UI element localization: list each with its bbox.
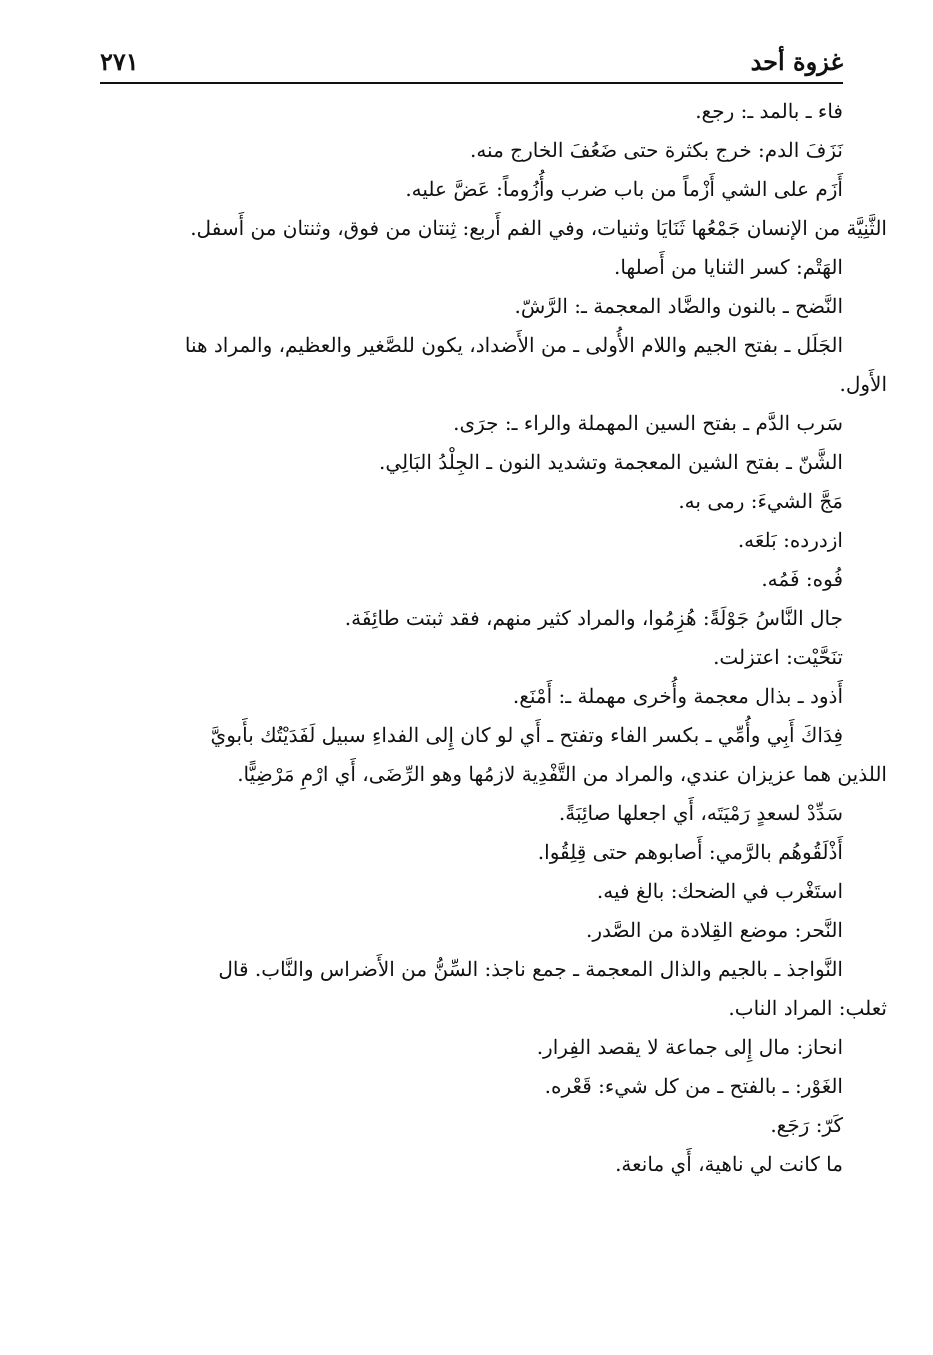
entry-fuh: فُوه: فَمُه. — [761, 567, 843, 591]
entry-nadh: النَّضح ـ بالنون والضَّاد المعجمة ـ: الرَّشّ. — [514, 294, 843, 318]
entry-jala: جال النَّاسُ جَوْلَةً: هُزِمُوا، والمراد كثير منهم، فقد ثبتت طائِفَة. — [344, 606, 843, 630]
entry-nazafa: نَزَفَ الدم: خرج بكثرة حتى ضَعُفَ الخارج منه. — [469, 138, 843, 162]
entry-adhud: أَذود ـ بذال معجمة وأُخرى مهملة ـ: أَمْنَع. — [512, 684, 843, 708]
entry-saddid: سَدِّدْ لسعدٍ رَمْيَتَه، أَي اجعلها صائِبَةً. — [558, 801, 843, 825]
glossary-body — [100, 92, 887, 1184]
entry-inhaz: انحاز: مال إِلى جماعة لا يقصد الفِرار. — [536, 1035, 843, 1059]
entry-shann: الشَّنّ ـ بفتح الشين المعجمة وتشديد النون ـ الجِلْدُ البَالِي. — [378, 450, 843, 474]
page-header — [100, 40, 843, 84]
page-number: ٢٧١ — [100, 47, 139, 76]
entry-thaniyya: الثَّنِيَّة من الإنسان جَمْعُها ثَنَايَا وثنيات، وفي الفم أَربع: ثِنتان من فوق، وثنتان من أَسفل. — [190, 216, 887, 240]
entry-nahiya: ما كانت لي ناهية، أَي مانعة. — [615, 1152, 843, 1176]
entry-nawajidh-cont: ثعلب: المراد الناب. — [728, 996, 887, 1020]
entry-jalal-cont: الأَول. — [839, 372, 887, 396]
running-title: غزوة أحد — [750, 47, 843, 76]
entry-fidak-cont: اللذين هما عزيزان عندي، والمراد من التَّفْدِية لازمُها وهو الرِّضَى، أَي ارْمِ مَرْضِيًّا. — [237, 762, 887, 786]
entry-tanahhaytu: تنَحَّيْت: اعتزلت. — [713, 645, 843, 669]
entry-nawajidh: النَّواجذ ـ بالجيم والذال المعجمة ـ جمع ناجذ: السِّنُّ من الأَضراس والنَّاب. قال — [218, 957, 843, 981]
entry-majja: مَجَّ الشيءَ: رمى به. — [678, 489, 843, 513]
entry-sarab: سَرب الدَّم ـ بفتح السين المهملة والراء ـ: جرَى. — [453, 411, 843, 435]
entry-karra: كَرّ: رَجَع. — [770, 1113, 843, 1137]
entry-jalal: الجَلَل ـ بفتح الجيم واللام الأُولى ـ من الأَضداد، يكون للصَّغير والعظيم، والمراد هنا — [184, 333, 843, 357]
entry-fa: فاء ـ بالمد ـ: رجع. — [695, 99, 843, 123]
entry-azam: أَزَم على الشي أَزْماً من باب ضرب وأُزُوماً: عَضَّ عليه. — [405, 177, 843, 201]
entry-izdarada: ازدرده: بَلعَه. — [737, 528, 843, 552]
entry-ghawr: الغَوْر: ـ بالفتح ـ من كل شيء: قَعْره. — [544, 1074, 843, 1098]
entry-hatm: الهَتْم: كسر الثنايا من أَصلها. — [613, 255, 843, 279]
entry-istaghrab: استَغْرب في الضحك: بالغ فيه. — [596, 879, 843, 903]
entry-nahr: النَّحر: موضع القِلادة من الصَّدر. — [585, 918, 843, 942]
entry-adhlaquhum: أَذْلَقُوهُم بالرَّمي: أَصابوهم حتى قِلِقُوا. — [537, 840, 843, 864]
entry-fidak: فِدَاكَ أَبِي وأُمِّي ـ بكسر الفاء وتفتح ـ أَي لو كان إِلى الفداءِ سبيل لَفَدَيْتُك بأَبويَّ — [210, 723, 843, 747]
